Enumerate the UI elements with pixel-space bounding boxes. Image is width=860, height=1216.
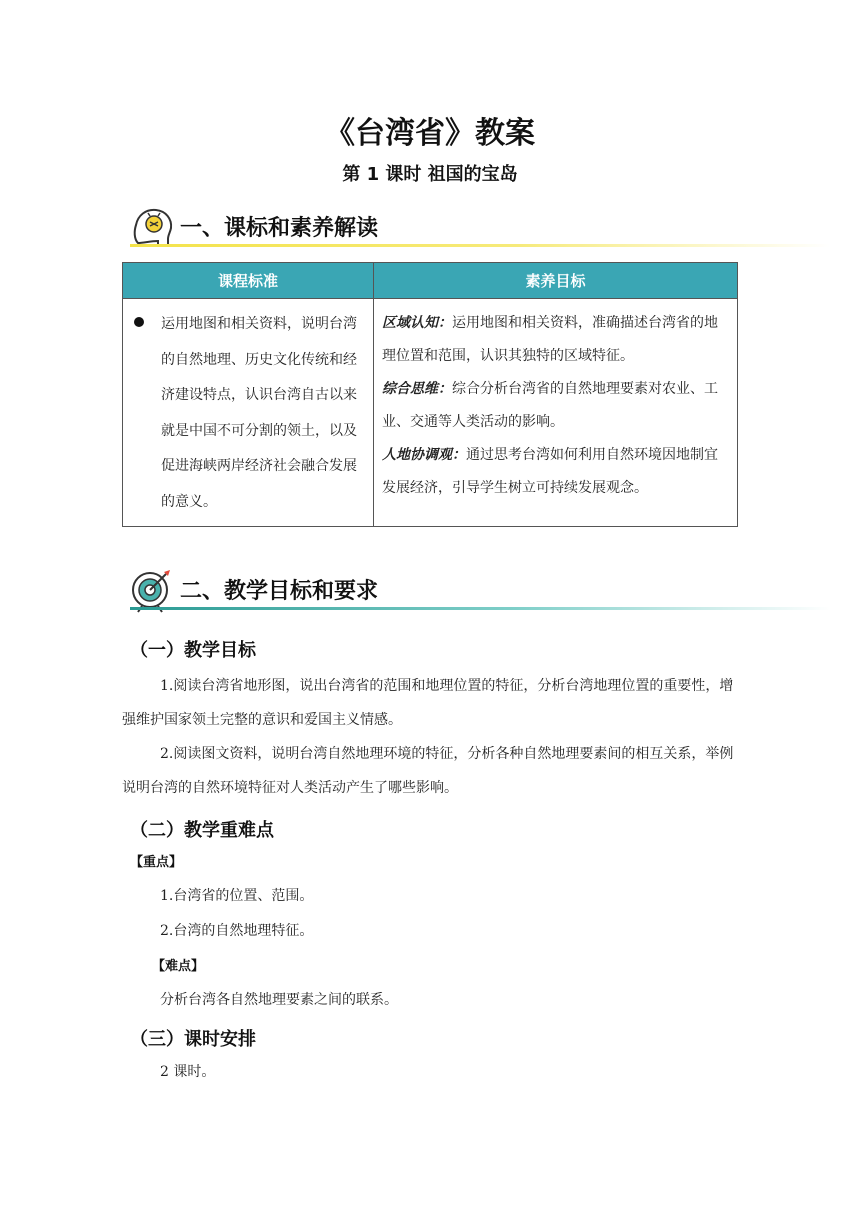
- subheading-key-difficult: （二）教学重难点: [130, 820, 274, 841]
- goal-label: 人地协调观：: [382, 447, 466, 463]
- standard-cell: [123, 299, 374, 527]
- header-curriculum-standard: 课程标准: [123, 263, 374, 299]
- difficult-point-text: 分析台湾各自然地理要素之间的联系。: [160, 992, 398, 1008]
- goal-item: [382, 373, 729, 439]
- standards-table: [122, 262, 738, 527]
- key-point-2: 2.台湾的自然地理特征。: [160, 923, 314, 939]
- bullet-icon: [134, 317, 144, 327]
- goal-text: 运用地图和相关资料，准确描述台湾省的地理位置和范围，认识其独特的区域特征。: [382, 315, 718, 364]
- key-point-1: 1.台湾省的位置、范围。: [160, 888, 314, 904]
- goals-cell: [374, 299, 738, 527]
- document-title: 《台湾省》教案: [325, 116, 535, 151]
- subheading-teaching-goals: （一）教学目标: [130, 640, 256, 661]
- lesson-subtitle: 第 1 课时 祖国的宝岛: [342, 164, 518, 185]
- section2-title: 二、教学目标和要求: [180, 579, 379, 604]
- goal-paragraph-2: 2.阅读图文资料，说明台湾自然地理环境的特征，分析各种自然地理要素间的相互关系，举例说明台湾的自然环境特征对人类活动产生了哪些影响。: [122, 746, 734, 796]
- goal-text: 综合分析台湾省的自然地理要素对农业、工业、交通等人类活动的影响。: [382, 381, 718, 430]
- goal-text: 通过思考台湾如何利用自然环境因地制宜发展经济，引导学生树立可持续发展观念。: [382, 447, 718, 496]
- goal-label: 综合思维：: [382, 381, 452, 397]
- section2-header: [128, 566, 838, 616]
- schedule-text: 2 课时。: [160, 1064, 216, 1080]
- difficult-points-label: 【难点】: [152, 959, 205, 974]
- section2-rule: [130, 607, 830, 610]
- header-literacy-goals: 素养目标: [374, 263, 738, 299]
- standard-text: 运用地图和相关资料，说明台湾的自然地理、历史文化传统和经济建设特点，认识台湾自古以来就是中国不可分割的领土，以及促进海峡两岸经济社会融合发展的意义。: [161, 316, 357, 510]
- subheading-schedule: （三）课时安排: [130, 1029, 256, 1050]
- goal-label: 区域认知：: [382, 315, 452, 331]
- section1-header: [128, 203, 838, 253]
- key-points-label: 【重点】: [130, 855, 183, 870]
- section1-rule: [130, 244, 830, 247]
- goal-item: [382, 307, 729, 373]
- goal-item: [382, 439, 729, 505]
- section1-title: 一、课标和素养解读: [180, 216, 379, 241]
- goal-paragraph-1: 1.阅读台湾省地形图，说出台湾省的范围和地理位置的特征，分析台湾地理位置的重要性，增强维护国家领土完整的意识和爱国主义情感。: [122, 678, 734, 728]
